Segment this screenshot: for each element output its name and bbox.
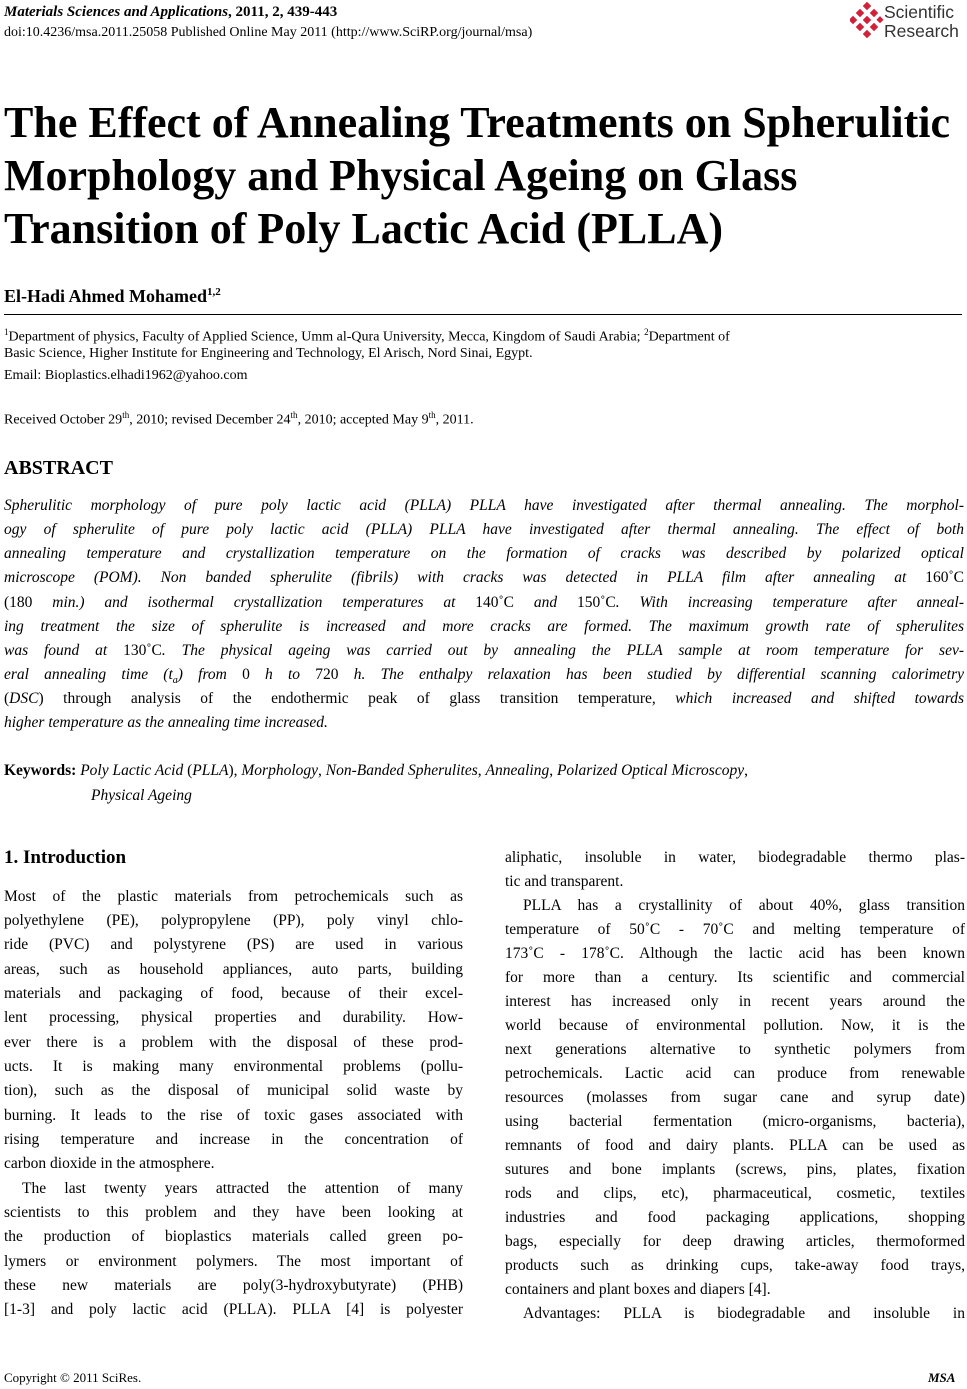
journal-name: Materials Sciences and Applications [4,4,229,20]
body-text-line: products such as drinking cups, take-away food trays, [505,1257,965,1274]
body-text-line: lymers or environment polymers. The most important of [4,1253,463,1270]
body-text-line: temperature of 50˚C - 70˚C and melting temperature of [505,921,965,938]
body-text-line: ever there is a problem with the disposal of these prod- [4,1034,463,1051]
doi-line: doi:10.4236/msa.2011.25058 Published Online May 2011 (http://www.SciRP.org/journal/msa) [4,25,533,40]
logo-line-1: Scientific [884,2,955,22]
affiliation-line-1: $^1$Department of physics, Faculty of Applied Science, Umm al-Qura University, Mecca, Kingdom of Saudi Arabia; $^2$Department of [4,327,730,345]
body-text-line: bags, especially for deep drawing articles, thermoformed [505,1233,965,1250]
abstract-line: annealing temperature and crystallization temperature on the formation of cracks was described by polarized optical [4,545,964,562]
body-text-line: world because of environmental pollution. Now, it is the [505,1017,965,1034]
body-text-line: petrochemicals. Lactic acid can produce from renewable [505,1065,965,1082]
body-text-line: next generations alternative to synthetic polymers from [505,1041,965,1058]
author-name: El-Hadi Ahmed Mohamed$^{1,2}$ [4,286,221,306]
body-text-line: interest has increased only in recent years around the [505,993,965,1010]
journal-citation [4,3,337,21]
body-text-line: [1-3] and poly lactic acid (PLLA). PLLA [4] is polyester [4,1301,463,1318]
body-text-line: ride (PVC) and polystyrene (PS) are used in various [4,936,463,953]
body-text-line: 173˚C - 178˚C. Although the lactic acid has been known [505,945,965,962]
body-text-line: polyethylene (PE), polypropylene (PP), poly vinyl chlo- [4,912,463,929]
body-text-line: Most of the plastic materials from petrochemicals such as [4,888,463,905]
body-text-line: lent processing, physical properties and durability. How- [4,1009,463,1026]
body-text-line: The last twenty years attracted the attention of many [22,1180,463,1197]
abstract-heading: ABSTRACT [4,457,113,479]
abstract-line: (180 min.) and isothermal crystallization temperatures at 140˚C and 150˚C. With increasing temperature after anneal- [4,594,965,611]
header-rule [4,314,962,315]
body-text-line: materials and packaging of food, because of their excel- [4,985,463,1002]
received-dates: Received October 29th, 2010; revised December 24th, 2010; accepted May 9th, 2011. [4,410,474,428]
abstract-line: eral annealing time $(t_a)$ from 0 h to 720 h. The enthalpy relaxation has been studied by differential scanning calorimetry [4,666,965,687]
logo-mark-icon [850,2,884,40]
body-text-line: industries and food packaging applications, shopping [505,1209,965,1226]
footer-copyright: Copyright © 2011 SciRes. [4,1370,142,1385]
paper-title: The Effect of Annealing Treatments on Spherulitic Morphology and Physical Ageing on Glass Transition of Poly Lactic Acid (PLLA) [4,98,950,253]
body-text-line: these new materials are poly(3-hydroxybutyrate) (PHB) [4,1277,463,1294]
abstract-line: higher temperature as the annealing time increased. [4,714,328,731]
abstract-line: was found at 130˚C. The physical ageing was carried out by annealing the PLLA sample at room temperature for sev- [4,642,965,659]
body-text-line: burning. It leads to the rise of toxic gases associated with [4,1107,463,1124]
author-affiliation-marks: 1,2 [207,286,221,298]
body-text-line: scientists to this problem and they have been looking at [4,1204,463,1221]
logo-line-2: Research [884,21,959,41]
keywords: Keywords: Poly Lactic Acid (PLLA), Morphology, Non-Banded Spherulites, Annealing, Polarized Optical Microscopy, [4,762,748,779]
affiliation-line-2: Basic Science, Higher Institute for Engineering and Technology, El Arisch, Nord Sinai, Egypt. [4,346,533,361]
body-text-line: ucts. It is making many environmental problems (pollu- [4,1058,463,1075]
footer-journal-abbr: MSA [928,1370,956,1385]
body-text-line: sutures and bone implants (screws, pins, plates, fixation [505,1161,965,1178]
keywords-label: Keywords: [4,762,77,779]
scientific-research-logo [850,2,966,42]
body-text-line: tic and transparent. [505,873,624,890]
section-heading-introduction: 1. Introduction [4,847,127,868]
body-text-line: Advantages: PLLA is biodegradable and insoluble in [523,1305,965,1322]
body-text-line: containers and plant boxes and diapers [4]. [505,1281,771,1298]
body-text-line: aliphatic, insoluble in water, biodegradable thermo plas- [505,849,965,866]
body-text-line: PLLA has a crystallinity of about 40%, glass transition [523,897,965,914]
body-text-line: tion), such as the disposal of municipal solid waste by [4,1082,463,1099]
body-text-line: rising temperature and increase in the concentration of [4,1131,463,1148]
abstract-line: microscope (POM). Non banded spherulite (fibrils) with cracks was detected in PLLA film after annealing at 160˚C [4,569,964,586]
body-text-line: remnants of food and dairy plants. PLLA can be used as [505,1137,965,1154]
body-text-line: carbon dioxide in the atmosphere. [4,1155,215,1172]
body-text-line: rods and clips, etc), pharmaceutical, cosmetic, textiles [505,1185,965,1202]
abstract-line: ogy of spherulite of pure poly lactic acid (PLLA) PLLA have investigated after thermal annealing. The effect of both [4,521,964,538]
body-text-line: for more than a century. Its scientific and commercial [505,969,965,986]
keyword-physical-ageing: Physical Ageing [91,787,192,804]
abstract-line: (DSC) through analysis of the endothermic peak of glass transition temperature, which increased and shifted towards [4,690,964,707]
body-text-line: the production of bioplastics materials called green po- [4,1228,463,1245]
volume-info: , 2011, 2, 439-443 [228,4,338,20]
abstract-line: ing treatment the size of spherulite is increased and more cracks are formed. The maximum growth rate of spherulites [4,618,964,635]
abstract-line: Spherulitic morphology of pure poly lactic acid (PLLA) PLLA have investigated after thermal annealing. The morphol- [4,497,964,514]
body-text-line: resources (molasses from sugar cane and syrup date) [505,1089,965,1106]
body-text-line: using bacterial fermentation (micro-organisms, bacteria), [505,1113,965,1130]
body-text-line: areas, such as household appliances, auto parts, building [4,961,463,978]
author-email: Email: Bioplastics.elhadi1962@yahoo.com [4,368,248,383]
